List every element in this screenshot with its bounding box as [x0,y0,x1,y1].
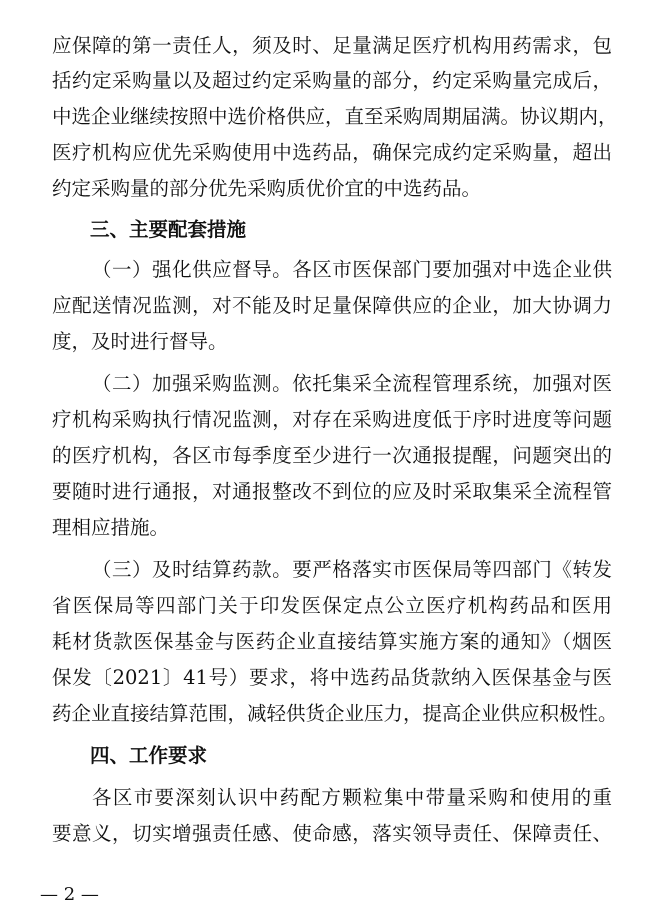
item-1-line-3: 度，及时进行督导。 [52,330,228,353]
item-3-line-5: 药企业直接结算范围，减轻供货企业压力，提高企业供应积极性。 [52,702,618,725]
section-heading-3: 三、主要配套措施 [90,218,247,241]
item-2-line-3: 的医疗机构，各区市每季度至少进行一次通报提醒，问题突出的 [52,444,612,467]
section-heading-4: 四、工作要求 [90,744,208,767]
item-3-line-3: 耗材货款医保基金与医药企业直接结算实施方案的通知》（烟医 [52,630,612,653]
paragraph-1-line-1: 应保障的第一责任人，须及时、足量满足医疗机构用药需求，包 [52,34,612,57]
page-number: — 2 — [40,884,99,905]
item-2-line-1: （二）加强采购监测。依托集采全流程管理系统，加强对医 [92,372,612,395]
paragraph-1-line-5: 约定采购量的部分优先采购质优价宜的中选药品。 [52,177,482,200]
item-2-line-5: 理相应措施。 [52,516,170,539]
paragraph-4-line-1: 各区市要深刻认识中药配方颗粒集中带量采购和使用的重 [92,786,612,809]
paragraph-1-line-3: 中选企业继续按照中选价格供应，直至采购周期届满。协议期内， [52,105,618,128]
item-3-line-4: 保发〔2021〕41号）要求，将中选药品货款纳入医保基金与医 [52,666,612,689]
item-3-line-2: 省医保局等四部门关于印发医保定点公立医疗机构药品和医用 [52,594,612,617]
item-1-line-1: （一）强化供应督导。各区市医保部门要加强对中选企业供 [92,258,612,281]
item-3-line-1: （三）及时结算药款。要严格落实市医保局等四部门《转发 [92,558,612,581]
item-2-line-2: 疗机构采购执行情况监测，对存在采购进度低于序时进度等问题 [52,408,612,431]
item-1-line-2: 应配送情况监测，对不能及时足量保障供应的企业，加大协调力 [52,294,612,317]
paragraph-4-line-2: 要意义，切实增强责任感、使命感，落实领导责任、保障责任、 [52,822,612,845]
paragraph-1-line-2: 括约定采购量以及超过约定采购量的部分，约定采购量完成后， [52,69,612,92]
item-2-line-4: 要随时进行通报，对通报整改不到位的应及时采取集采全流程管 [52,480,612,503]
paragraph-1-line-4: 医疗机构应优先采购使用中选药品，确保完成约定采购量，超出 [52,141,612,164]
